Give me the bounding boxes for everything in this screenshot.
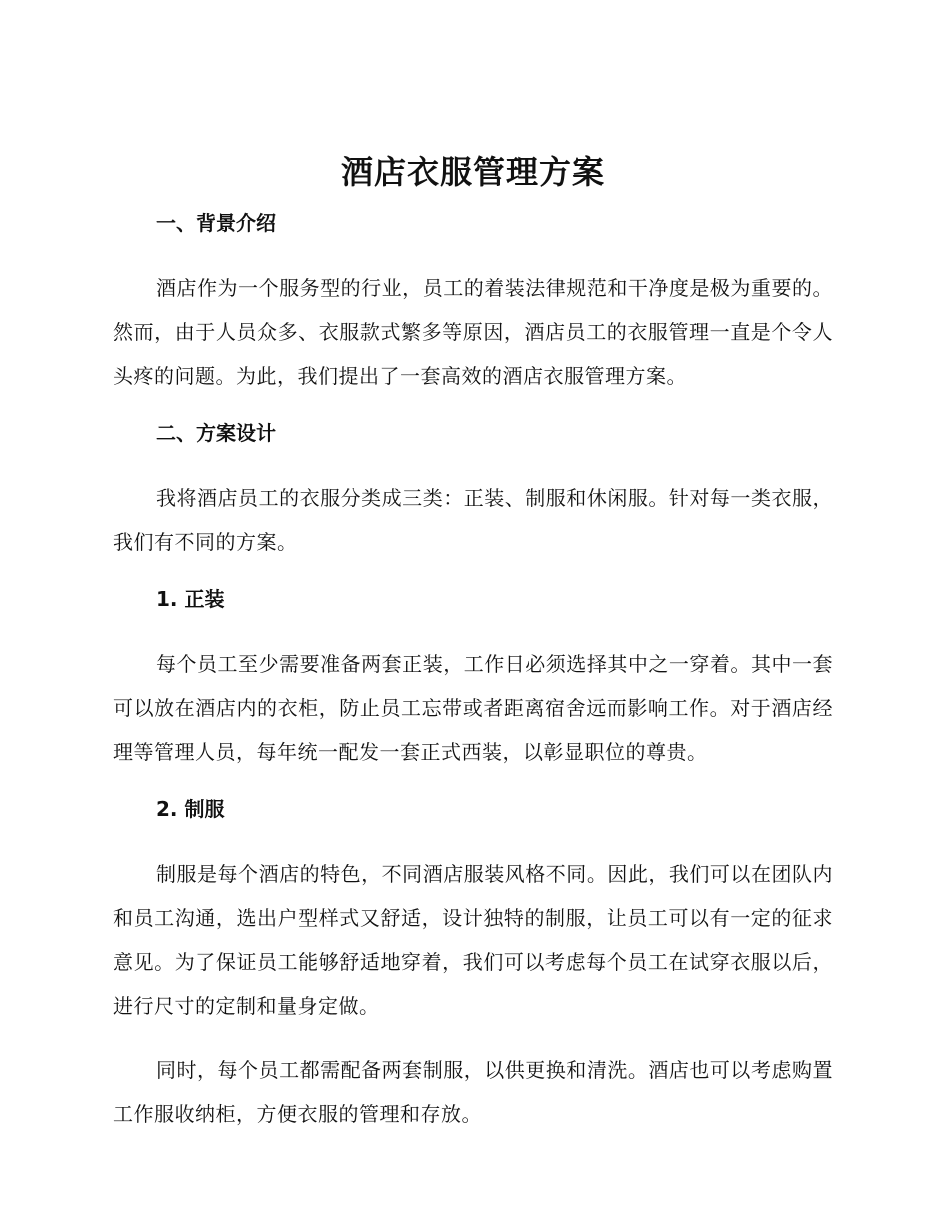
section-heading-plan-design: 二、方案设计 — [156, 421, 276, 445]
paragraph-background: 酒店作为一个服务型的行业，员工的着装法律规范和干净度是极为重要的。然而，由于人员众多、衣服款式繁多等原因，酒店员工的衣服管理一直是个令人头疼的问题。为此，我们提出了一套高效的酒店衣服管理方案。 — [113, 276, 833, 388]
document-page — [113, 150, 833, 1156]
document-title: 酒店衣服管理方案 — [340, 153, 605, 191]
paragraph-uniform-1: 制服是每个酒店的特色，不同酒店服装风格不同。因此，我们可以在团队内和员工沟通，选出户型样式又舒适，设计独特的制服，让员工可以有一定的征求意见。为了保证员工能够舒适地穿着，我们可以考虑每个员工在试穿衣服以后，进行尺寸的定制和量身定做。 — [113, 862, 833, 1018]
paragraph-formal-wear: 每个员工至少需要准备两套正装，工作日必须选择其中之一穿着。其中一套可以放在酒店内的衣柜，防止员工忘带或者距离宿舍远而影响工作。对于酒店经理等管理人员，每年统一配发一套正式西装，以彰显职位的尊贵。 — [113, 652, 833, 764]
section-heading-background: 一、背景介绍 — [156, 211, 276, 235]
paragraph-uniform-2: 同时，每个员工都需配备两套制服，以供更换和清洗。酒店也可以考虑购置工作服收纳柜，方便衣服的管理和存放。 — [113, 1058, 833, 1126]
subsection-heading-formal-wear: 1. 正装 — [156, 587, 225, 611]
subsection-heading-uniform: 2. 制服 — [156, 797, 225, 821]
paragraph-plan-design: 我将酒店员工的衣服分类成三类：正装、制服和休闲服。针对每一类衣服，我们有不同的方案。 — [113, 486, 833, 554]
